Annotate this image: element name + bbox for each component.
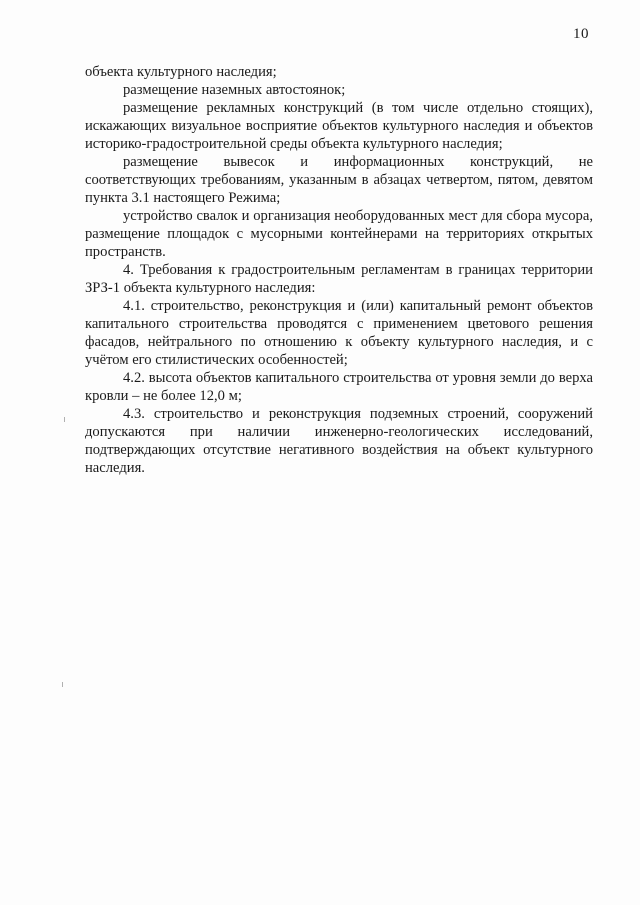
paragraph-3: размещение рекламных конструкций (в том числе отдельно стоящих), искажающих визуальное восприятие объектов культурного наследия и объектов историко-градостроительной среды объекта культурного наследия; bbox=[85, 100, 593, 152]
paragraph-4: размещение вывесок и информационных конструкций, не соответствующих требованиям, указанным в абзацах четвертом, пятом, девятом пункта 3.1 настоящего Режима; bbox=[85, 154, 593, 206]
scan-artifact-mark bbox=[62, 682, 63, 687]
document-body bbox=[85, 63, 593, 477]
scan-artifact-mark bbox=[64, 417, 65, 422]
paragraph-4-3: 4.3. строительство и реконструкция подземных строений, сооружений допускаются при наличии инженерно-геологических исследований, подтверждающих отсутствие негативного воздействия на объект культурного наследия. bbox=[85, 406, 593, 476]
page-number: 10 bbox=[573, 26, 589, 42]
section-4-heading: 4. Требования к градостроительным регламентам в границах территории ЗРЗ-1 объекта культурного наследия: bbox=[85, 262, 593, 296]
paragraph-4-2: 4.2. высота объектов капитального строительства от уровня земли до верха кровли – не более 12,0 м; bbox=[85, 370, 593, 404]
paragraph-4-1: 4.1. строительство, реконструкция и (или) капитальный ремонт объектов капитального строительства проводятся с применением цветового решения фасадов, нейтрального по отношению к объекту культурного наследия, и с учётом его стилистических особенностей; bbox=[85, 298, 593, 368]
paragraph-5: устройство свалок и организация необорудованных мест для сбора мусора, размещение площадок с мусорными контейнерами на территориях открытых пространств. bbox=[85, 208, 593, 260]
paragraph-1: объекта культурного наследия; bbox=[85, 64, 277, 80]
paragraph-2: размещение наземных автостоянок; bbox=[123, 82, 346, 98]
